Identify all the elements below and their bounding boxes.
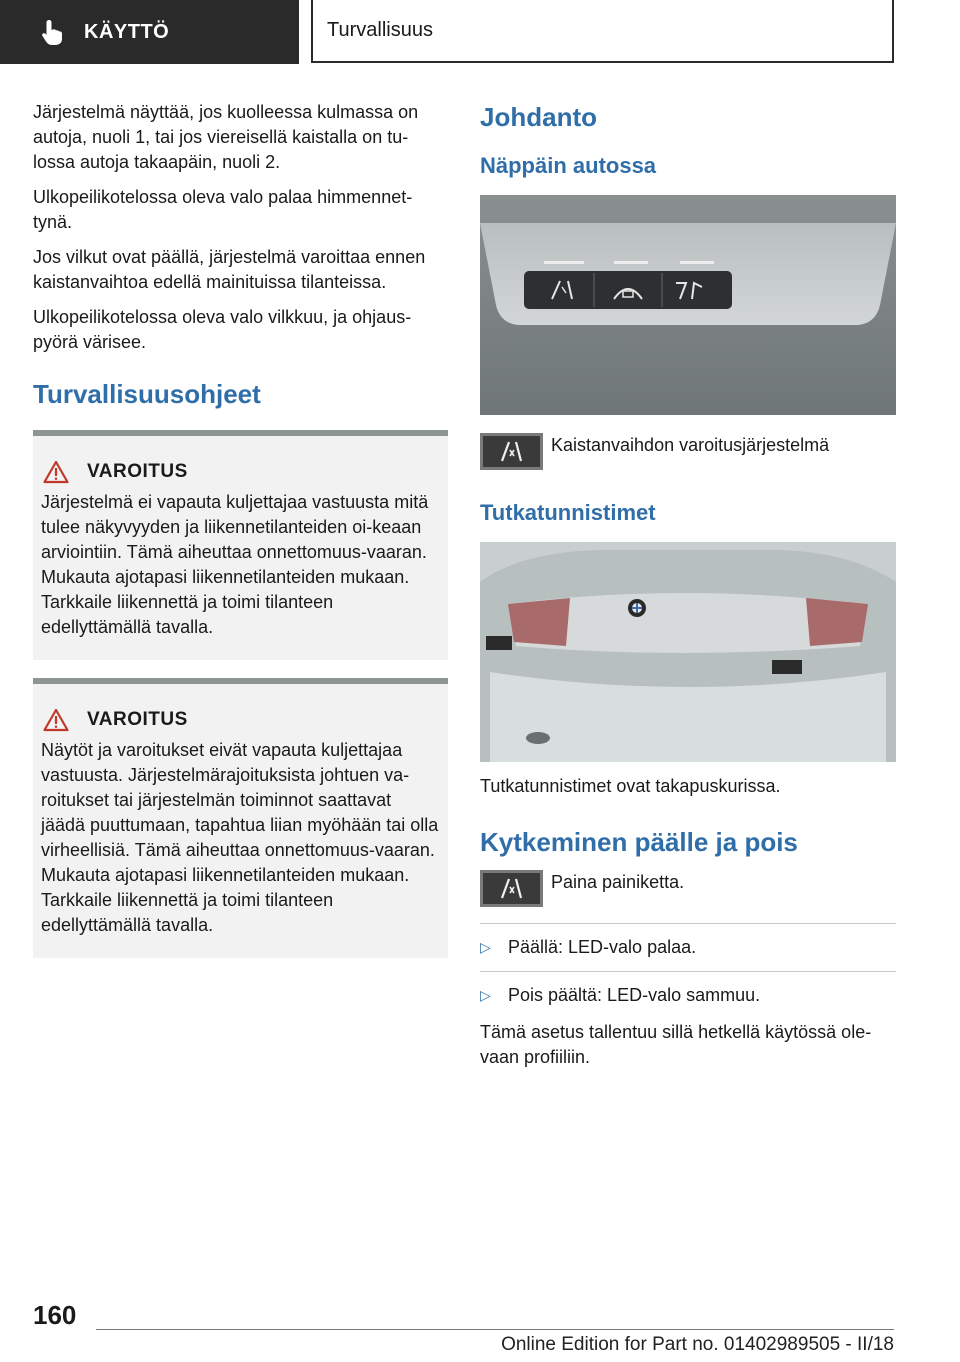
list-item-text: Pois päältä: LED-valo sammuu. [508, 985, 761, 1005]
rear-bumper-photo [480, 542, 896, 762]
warning-box [33, 430, 448, 660]
warning-box [33, 678, 448, 958]
toggle-instruction-row [480, 870, 896, 907]
warning-text: Näytöt ja varoitukset eivät vapauta kuljettajaa vastuusta. Järjestelmärajoituksista johtuen va-roitukset tai järjestelmän toiminnot saattavat jäädä puuttumaan, tapahtua liian myöhään tai olla virheellisiä. Tämä aiheuttaa onnettomuus-vaaran. Mukauta ajotapasi liikennetilanteiden mukaan. Tarkkaile liikennettä ja toimi tilanteen edellyttämällä tavalla. [41, 740, 439, 935]
bullet-triangle-icon: ▷ [480, 939, 491, 955]
toggle-text: Paina painiketta. [551, 872, 685, 892]
warning-triangle-icon [43, 708, 69, 732]
bullet-triangle-icon: ▷ [480, 987, 491, 1003]
chapter-title: KÄYTTÖ [84, 20, 170, 43]
warning-text: Järjestelmä ei vapauta kuljettajaa vastuusta mitä tulee näkyvyyden ja liikennetilanteiden oi-keaan arviointiin. Tämä aiheuttaa onnettomuus-vaaran. Mukauta ajotapasi liikennetilanteiden mukaan. Tarkkaile liikennettä ja toimi tilanteen edellyttämällä tavalla. [41, 492, 429, 637]
warning-title-row [41, 708, 440, 732]
intro-heading: Johdanto [480, 102, 597, 132]
warning-title: VAROITUS [87, 709, 188, 730]
list-divider [480, 971, 896, 972]
footer-line [96, 1329, 894, 1330]
list-item-text: Päällä: LED-valo palaa. [508, 937, 697, 957]
section-title: Turvallisuus [327, 19, 433, 41]
toggle-heading: Kytkeminen päälle ja pois [480, 827, 798, 857]
warning-triangle-icon [43, 460, 69, 484]
sensors-text: Tutkatunnistimet ovat takapuskurissa. [480, 776, 781, 796]
warning-title: VAROITUS [87, 461, 188, 482]
edition-text: Online Edition for Part no. 01402989505 - II/18 [501, 1334, 894, 1355]
page-number: 160 [33, 1300, 77, 1330]
list-divider [480, 923, 896, 924]
button-heading: Näppäin autossa [480, 153, 657, 178]
lane-change-button-icon [480, 870, 543, 907]
sensors-heading: Tutkatunnistimet [480, 500, 656, 525]
list-item [480, 935, 896, 960]
button-caption: Kaistanvaihdon varoitusjärjestelmä [551, 435, 830, 455]
safety-heading: Turvallisuusohjeet [33, 379, 261, 409]
list-item [480, 983, 896, 1008]
hand-pointer-icon [40, 18, 66, 46]
body-paragraph: Järjestelmä näyttää, jos kuolleessa kulmassa on autoja, nuoli 1, tai jos viereisellä kaistalla on tu-lossa autoja takaapäin, nuoli 2. [33, 102, 419, 172]
left-column [33, 100, 448, 958]
profile-text: Tämä asetus tallentuu sillä hetkellä käytössä ole-vaan profiiliin. [480, 1022, 872, 1067]
body-paragraph: Ulkopeilikotelossa oleva valo palaa himmennet-tynä. [33, 187, 413, 232]
section-tab [311, 0, 894, 63]
warning-title-row [41, 460, 440, 484]
chapter-tab [0, 0, 299, 64]
body-paragraph: Ulkopeilikotelossa oleva valo vilkkuu, ja ohjaus-pyörä värisee. [33, 307, 412, 352]
right-column [480, 100, 896, 1080]
body-paragraph: Jos vilkut ovat päällä, järjestelmä varoittaa ennen kaistanvaihtoa edellä mainituissa tilanteissa. [33, 247, 426, 292]
button-panel-photo [480, 195, 896, 415]
lane-change-button-icon [480, 433, 543, 470]
button-caption-row [480, 433, 896, 470]
